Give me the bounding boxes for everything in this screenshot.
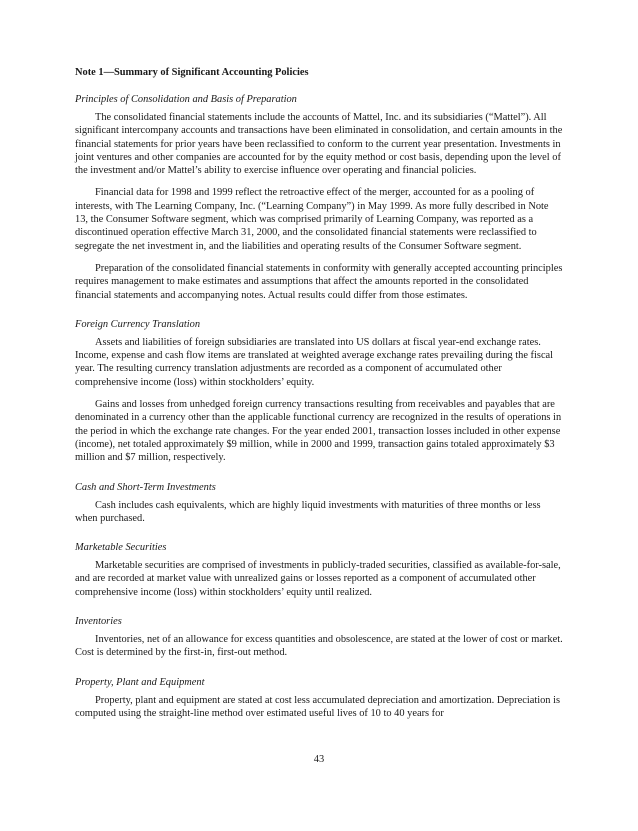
note-title: Note 1—Summary of Significant Accounting Policies: [75, 67, 309, 78]
section-heading: Cash and Short-Term Investments: [75, 481, 216, 493]
paragraph: Financial data for 1998 and 1999 reflect the retroactive effect of the merger, accounted for as a pooling of interests, with The Learning Company, Inc. (“Learning Company”) in May 1999. As more fully described in Note 13, the Consumer Software segment, which was comprised primarily of Learning Company, was reported as a discontinued operation effective March 31, 2000, and the consolidated financial statements were reclassified to segregate the net investment in, and the liabilities and operating results of the Consumer Software segment.: [75, 187, 549, 252]
section-property-plant-equipment: [75, 676, 564, 721]
section-consolidation: [75, 93, 564, 302]
paragraph: Property, plant and equipment are stated at cost less accumulated depreciation and amortization. Depreciation is computed using the straight-line method over estimated useful lives of 10 to 40 years for: [75, 694, 561, 719]
paragraph: The consolidated financial statements include the accounts of Mattel, Inc. and its subsidiaries (“Mattel”). All significant intercompany accounts and transactions have been eliminated in consolidation, and certain amounts in the financial statements for prior years have been reclassified to conform to the current year presentation. Investments in joint ventures and other companies are accounted for by the equity method or cost basis, depending upon the level of the investment and/or Mattel’s ability to exercise influence over operating and financial policies.: [75, 112, 563, 177]
document-page: [75, 66, 564, 729]
section-foreign-currency: [75, 318, 564, 465]
section-heading: Property, Plant and Equipment: [75, 676, 205, 688]
paragraph: Assets and liabilities of foreign subsidiaries are translated into US dollars at fiscal year-end exchange rates. Income, expense and cash flow items are translated at weighted average exchange rates prevailing during the fiscal year. The resulting currency translation adjustments are recorded as a component of accumulated other comprehensive income (loss) within stockholders’ equity.: [75, 336, 554, 388]
paragraph: Preparation of the consolidated financial statements in conformity with generally accepted accounting principles requires management to make estimates and assumptions that affect the amounts reported in the consolidated financial statements and accompanying notes. Actual results could differ from those estimates.: [75, 262, 563, 301]
paragraph: Inventories, net of an allowance for excess quantities and obsolescence, are stated at the lower of cost or market. Cost is determined by the first-in, first-out method.: [75, 634, 563, 659]
paragraph: Marketable securities are comprised of investments in publicly-traded securities, classified as available-for-sale, and are recorded at market value with unrealized gains or losses reported as a component of accumulated other comprehensive income (loss) within stockholders’ equity until realized.: [75, 560, 561, 598]
section-inventories: [75, 615, 564, 660]
section-heading: Inventories: [75, 616, 122, 628]
page-number: 43: [313, 754, 325, 765]
section-heading: Marketable Securities: [75, 542, 167, 554]
section-marketable-securities: [75, 541, 564, 599]
section-heading: Foreign Currency Translation: [75, 318, 201, 330]
section-cash: [75, 481, 564, 526]
paragraph: Cash includes cash equivalents, which are highly liquid investments with maturities of three months or less when purchased.: [75, 499, 541, 524]
paragraph: Gains and losses from unhedged foreign currency transactions resulting from receivables and payables that are denominated in a currency other than the applicable functional currency are recognized in the results of operations in the period in which the exchange rate changes. For the year ended 2001, transaction losses included in other expense (income), net totaled approximately $9 million, while in 2000 and 1999, transaction gains totaled approximately $3 million and $7 million, respectively.: [75, 399, 562, 464]
section-heading: Principles of Consolidation and Basis of Preparation: [75, 94, 297, 105]
